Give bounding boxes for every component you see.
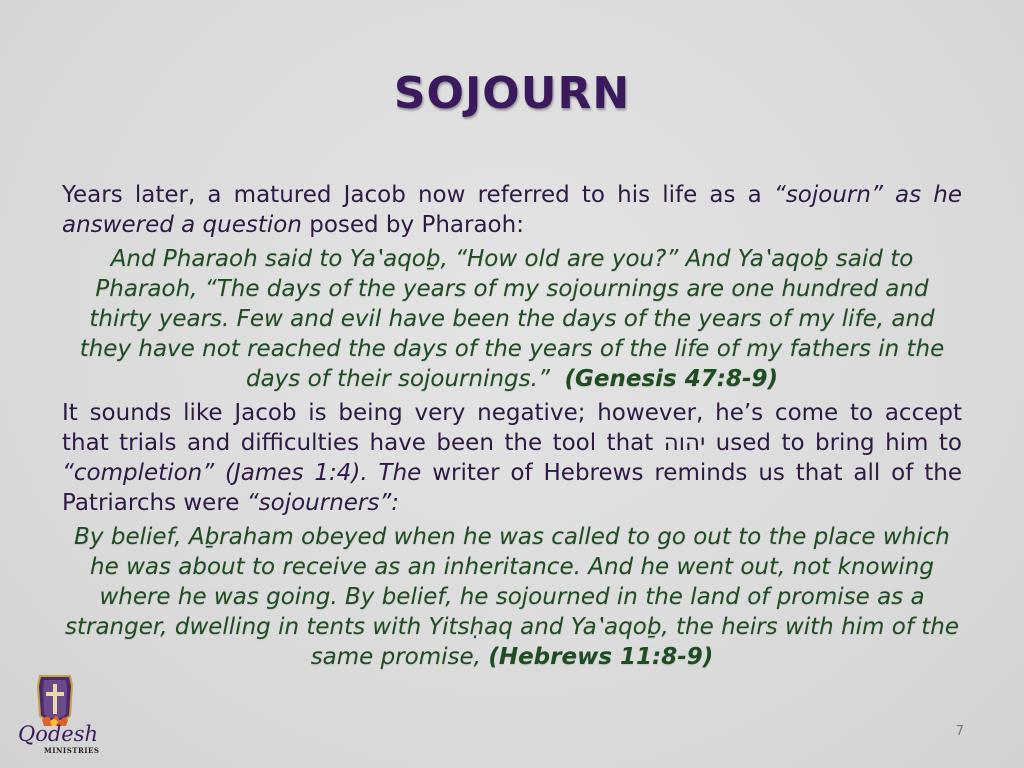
quote-hebrews: [62, 522, 962, 672]
quote-genesis: [62, 244, 962, 394]
slide-body: [62, 180, 962, 676]
paragraph-commentary-emphasis-a: “completion” (James 1:4). The: [62, 460, 422, 486]
quote-genesis-text: And Pharaoh said to Ya‛aqoḇ, “How old are you?” And Ya‛aqoḇ said to Pharaoh, “The days of the years of my sojournings are one hundred and thirty years. Few and evil have been the days of the years of my life, and they have not reached the days of the years of the life of my fathers in the days of their sojournings.”: [79, 246, 945, 392]
logo-name: Qodesh: [18, 722, 99, 746]
paragraph-intro-emphasis: “sojourn” as he answered a question: [62, 182, 962, 238]
paragraph-intro-text-a: Years later, a matured Jacob now referred to his life as a: [62, 182, 774, 208]
quote-hebrews-reference: (Hebrews 11:8-9): [488, 644, 714, 670]
paragraph-commentary-text-b: used to bring him to: [705, 430, 963, 456]
quote-genesis-reference: (Genesis 47:8-9): [564, 366, 779, 392]
divine-name: יהוה: [663, 430, 706, 456]
paragraph-intro-text-b: posed by Pharaoh:: [301, 212, 524, 238]
logo-subtitle: MINISTRIES: [44, 746, 100, 755]
paragraph-commentary: [62, 398, 962, 518]
page-number: 7: [955, 724, 964, 739]
slide-title: SOJOURN: [393, 68, 631, 119]
paragraph-commentary-text-c: writer of Hebrews reminds us that all of the Patriarchs were: [62, 460, 962, 516]
paragraph-intro: [62, 180, 962, 240]
paragraph-commentary-emphasis-b: “sojourners”:: [246, 490, 400, 516]
quote-hebrews-text: By belief, Aḇraham obeyed when he was called to go out to the place which he was about to receive as an inheritance. And he went out, not knowing where he was going. By belief, he sojourned in the land of promise as a stranger, dwelling in tents with Yitsḥaq and Ya‛aqoḇ, the heirs with him of the same promise,: [65, 524, 959, 670]
paragraph-commentary-text-a: It sounds like Jacob is being very negative; however, he’s come to accept that trials and difficulties have been the tool that: [62, 400, 962, 456]
